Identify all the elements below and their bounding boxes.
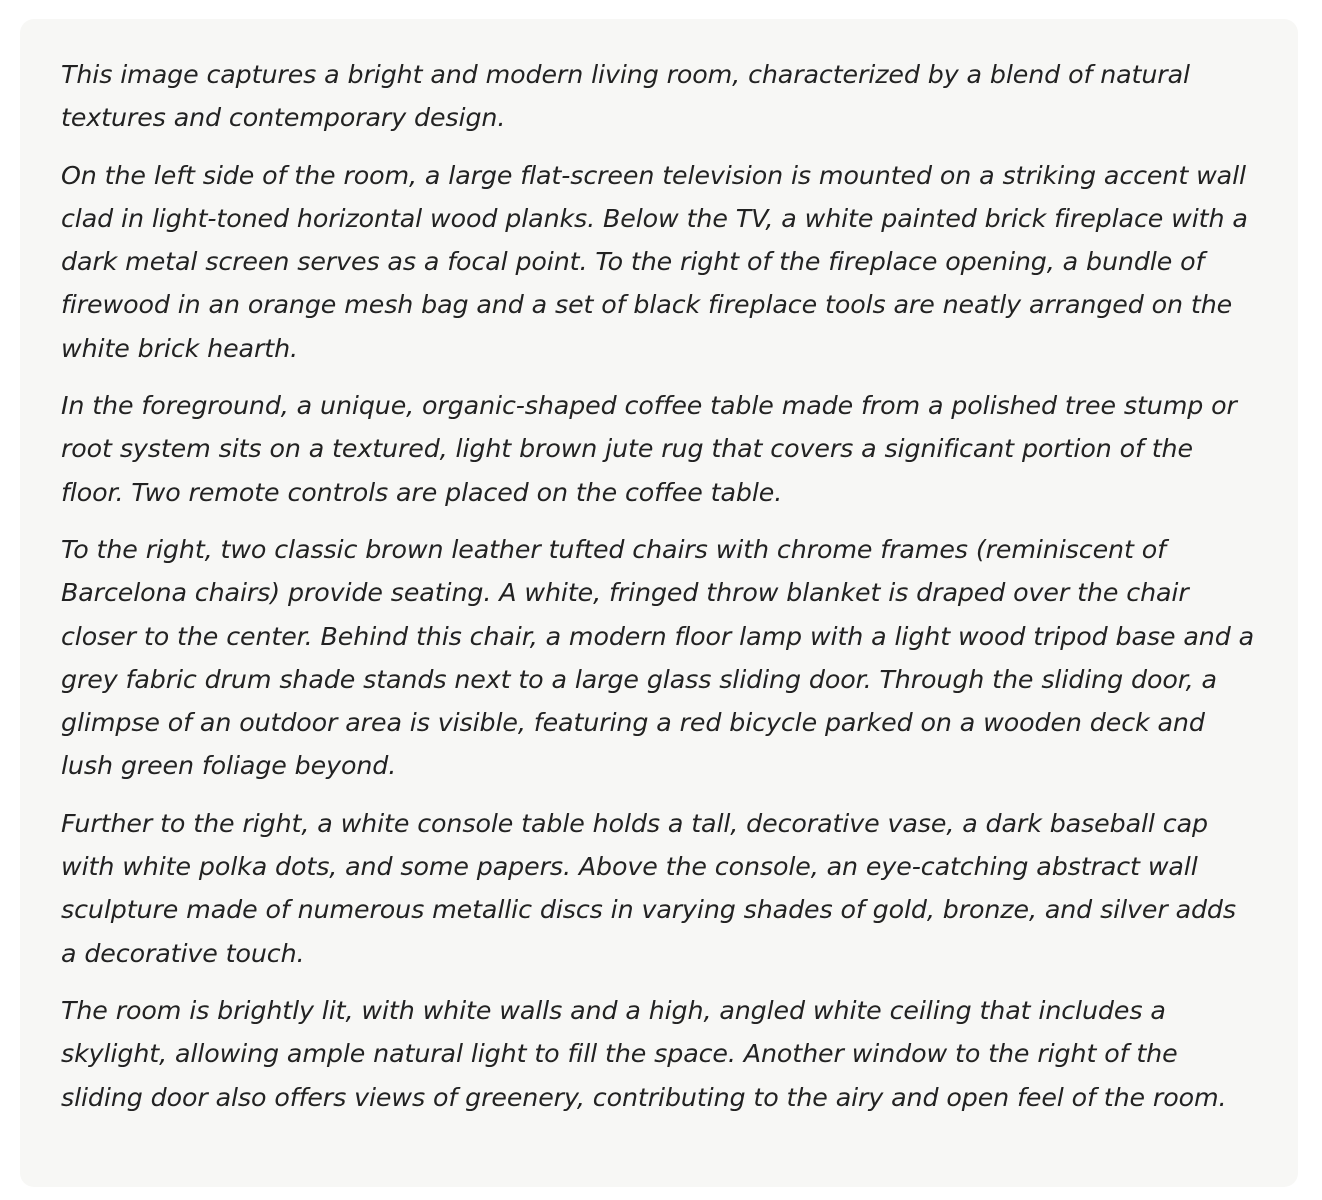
paragraph-lighting: The room is brightly lit, with white walls and a high, angled white ceiling that includes a skylight, allowing ample natural light to fill the space. Another window to the right of the sliding door also offers views of greenery, contributing to the airy and open feel of the room. <box>61 995 1227 1112</box>
paragraph-chairs: To the right, two classic brown leather tufted chairs with chrome frames (reminiscent of Barcelona chairs) provide seating. A white, fringed throw blanket is draped over the chair closer to the center. Behind this chair, a modern floor lamp with a light wood tripod base and a grey fabric drum shade stands next to a large glass sliding door. Through the sliding door, a glimpse of an outdoor area is visible, featuring a red bicycle parked on a wooden deck and lush green foliage beyond. <box>61 534 1255 781</box>
paragraph-coffee-table: In the foreground, a unique, organic-shaped coffee table made from a polished tree stump or root system sits on a textured, light brown jute rug that covers a significant portion of the floor. Two remote controls are placed on the coffee table. <box>61 391 1237 507</box>
paragraph-intro: This image captures a bright and modern living room, characterized by a blend of natural textures and contemporary design. <box>61 60 1190 133</box>
description-card <box>20 19 1298 1187</box>
paragraph-console: Further to the right, a white console table holds a tall, decorative vase, a dark baseball cap with white polka dots, and some papers. Above the console, an eye-catching abstract wall sculpture made of numerous metallic discs in varying shades of gold, bronze, and silver adds a decorative touch. <box>61 808 1236 968</box>
paragraph-fireplace: On the left side of the room, a large flat-screen television is mounted on a striking accent wall clad in light-toned horizontal wood planks. Below the TV, a white painted brick fireplace with a dark metal screen serves as a focal point. To the right of the fireplace opening, a bundle of firewood in an orange mesh bag and a set of black fireplace tools are neatly arranged on the white brick hearth. <box>61 160 1248 363</box>
